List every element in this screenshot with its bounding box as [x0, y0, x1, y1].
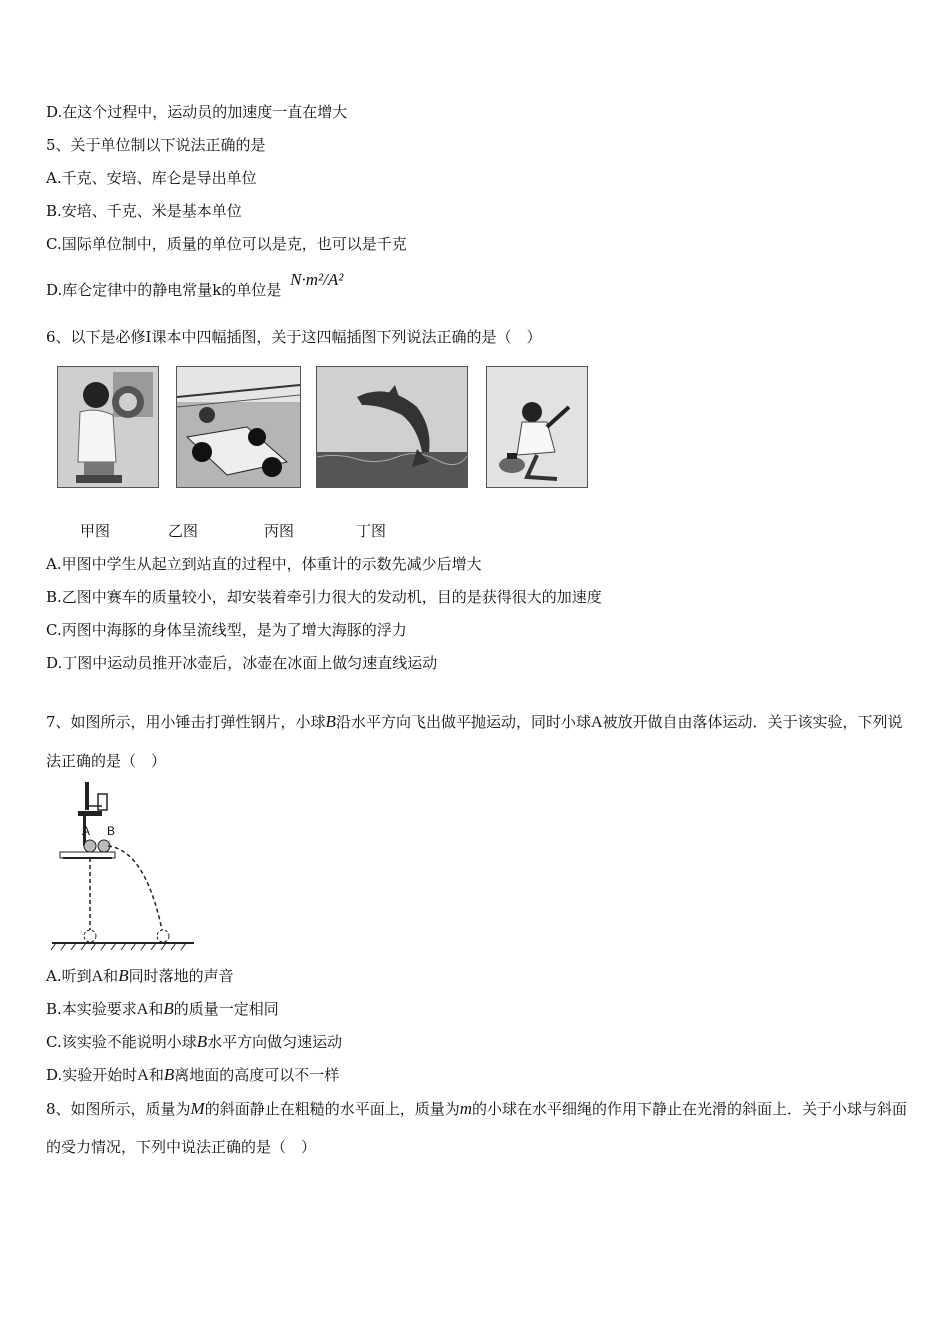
q7-option-c-var-b: B: [196, 1032, 208, 1051]
q5-option-c: C.国际单位制中，质量的单位可以是克，也可以是千克: [46, 235, 407, 253]
q7-option-a-var-a: A: [91, 968, 104, 985]
q7-option-d: [46, 1065, 339, 1086]
q8-stem-1: 8、如图所示，质量为: [46, 1100, 191, 1118]
q6-option-a: A.甲图中学生从起立到站直的过程中，体重计的示数先减少后增大: [46, 555, 482, 573]
q7-stem: [46, 703, 908, 780]
q7-option-c-2: 水平方向做匀速运动: [207, 1033, 343, 1051]
photo-dolphin: [316, 366, 468, 488]
q7-var-a: A: [590, 714, 603, 731]
q6-option-d: D.丁图中运动员推开冰壶后，冰壶在冰面上做匀速直线运动: [46, 654, 438, 672]
caption-ding: 丁图: [356, 522, 387, 540]
q5-option-b: B.安培、千克、米是基本单位: [46, 202, 242, 220]
free-fall-apparatus-diagram: [50, 780, 196, 952]
q7-option-a: [46, 966, 234, 987]
q7-option-b: [46, 999, 279, 1020]
photo-curling: [486, 366, 588, 488]
q7-option-b-var-a: A: [136, 1001, 149, 1018]
q5-option-d-text: D.库仑定律中的静电常量k的单位是: [46, 281, 282, 299]
q7-option-d-3: 离地面的高度可以不一样: [174, 1066, 340, 1084]
q4-option-d: D.在这个过程中，运动员的加速度一直在增大: [46, 103, 348, 121]
caption-jia: 甲图: [80, 522, 111, 540]
label-a: A: [82, 824, 91, 838]
q6-option-b: B.乙图中赛车的质量较小，却安装着牵引力很大的发动机，目的是获得很大的加速度: [46, 588, 602, 606]
q7-option-a-3: 同时落地的声音: [128, 967, 234, 985]
q7-option-d-1: D.实验开始时: [46, 1066, 138, 1084]
caption-yi: 乙图: [168, 522, 199, 540]
caption-bing: 丙图: [264, 522, 295, 540]
q7-stem-1: 7、如图所示，用小锤击打弹性钢片，小球: [46, 713, 326, 731]
q7-stem-3: 被放开做自由落体运动．关于该实验，下列说法正确的是（ ）: [46, 713, 903, 770]
q7-option-d-var-a: A: [137, 1067, 149, 1084]
q7-option-b-var-b: B: [163, 999, 174, 1018]
label-b: B: [107, 824, 116, 838]
q7-option-d-2: 和: [148, 1066, 164, 1084]
q7-option-a-2: 和: [103, 967, 119, 985]
q7-option-a-1: A.听到: [46, 967, 92, 985]
coulomb-constant-unit: N·m²/A²: [290, 270, 344, 289]
photo-student-on-scale: [57, 366, 159, 488]
q8-stem-3: 的小球在水平细绳的作用下静止在光滑的斜面上．关于小球与斜面的受力情况，下列中说法正确的是（ ）: [46, 1100, 908, 1156]
q6-option-c: C.丙图中海豚的身体呈流线型，是为了增大海豚的浮力: [46, 621, 407, 639]
q8-var-small-m: m: [459, 1099, 473, 1118]
q7-option-b-2: 和: [148, 1000, 164, 1018]
q5-option-a: A.千克、安培、库仑是导出单位: [46, 169, 257, 187]
q7-var-b: B: [325, 712, 336, 731]
q7-option-a-var-b: B: [118, 966, 129, 985]
q5-option-d: [46, 270, 344, 300]
q7-stem-2: 沿水平方向飞出做平抛运动，同时小球: [335, 713, 591, 731]
q7-option-c: [46, 1032, 342, 1052]
q6-stem: 6、以下是必修Ⅰ课本中四幅插图，关于这四幅插图下列说法正确的是（ ）: [46, 328, 542, 346]
q8-var-big-m: M: [190, 1099, 205, 1118]
q7-option-c-1: C.该实验不能说明小球: [46, 1033, 197, 1051]
q8-stem-2: 的斜面静止在粗糙的水平面上，质量为: [204, 1100, 460, 1118]
q5-stem: 5、关于单位制以下说法正确的是: [46, 136, 266, 154]
q7-option-b-1: B.本实验要求: [46, 1000, 137, 1018]
q7-option-b-3: 的质量一定相同: [173, 1000, 279, 1018]
photo-race-car: [176, 366, 301, 488]
q8-stem: [46, 1090, 908, 1166]
q7-option-d-var-b: B: [163, 1065, 175, 1084]
